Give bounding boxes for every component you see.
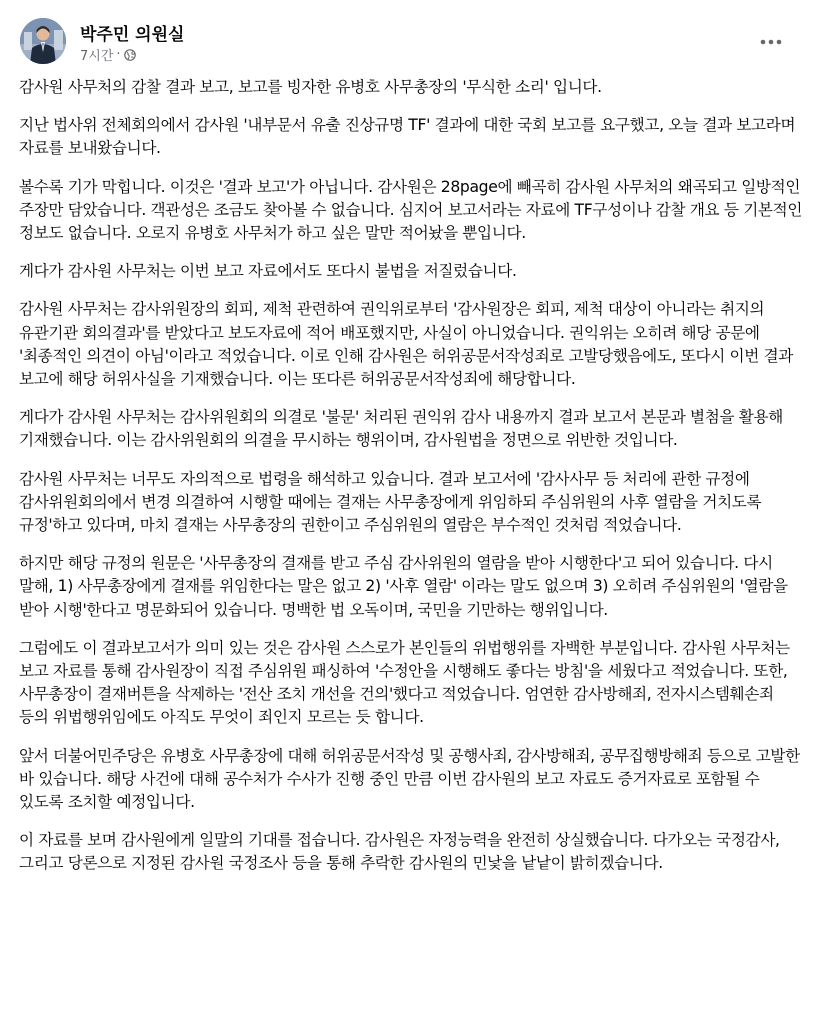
- post-paragraph: 볼수록 기가 막힙니다. 이것은 '결과 보고'가 아닙니다. 감사원은 28page에 빼곡히 감사원 사무처의 왜곡되고 일방적인 주장만 담았습니다. 객관성은 조금도 찾아볼 수 없습니다. 심지어 보고서라는 자료에 TF구성이나 감찰 개요 등 기본적인 정보도 없습니다. 오로지 유병호 사무처가 하고 싶은 말만 적어놨을 뿐입니다.: [19, 177, 803, 243]
- post-header: [20, 16, 799, 66]
- post-paragraph: 그럼에도 이 결과보고서가 의미 있는 것은 감사원 스스로가 본인들의 위법행위를 자백한 부분입니다. 감사원 사무처는 보고 자료를 통해 감사원장이 직접 주심위원 패싱하여 '수정안을 시행해도 좋다는 방침'을 세웠다고 적었습니다. 또한, 사무총장이 결재버튼을 삭제하는 '전산 조치 개선을 건의'했다고 적었습니다. 엄연한 감사방해죄, 전자시스템훼손죄 등의 위법행위임에도 아직도 무엇이 죄인지 모르는 듯 합니다.: [19, 638, 790, 727]
- post-body: [19, 76, 804, 891]
- post-paragraph: 하지만 해당 규정의 원문은 '사무총장의 결재를 받고 주심 감사위원의 열람을 받아 시행한다'고 되어 있습니다. 다시 말해, 1) 사무총장에게 결재를 위임한다는 말은 없고 2) '사후 열람' 이라는 말도 없으며 3) 오히려 주심위원의 '열람을 받아 시행'한다고 명문화되어 있습니다. 명백한 법 오독이며, 국민을 기만하는 행위입니다.: [19, 554, 788, 619]
- globe-icon[interactable]: [124, 49, 136, 61]
- post-paragraph: 게다가 감사원 사무처는 감사위원회의 의결로 '불문' 처리된 권익위 감사 내용까지 결과 보고서 본문과 별첨을 활용해 기재했습니다. 이는 감사위원회의 의결을 무시하는 행위이며, 감사원법을 정면으로 위반한 것입니다.: [19, 408, 783, 450]
- post-timestamp[interactable]: 7시간: [80, 49, 114, 64]
- more-options-icon: [760, 39, 782, 45]
- profile-photo: [20, 18, 66, 64]
- more-options-button[interactable]: [753, 24, 789, 60]
- post-paragraph: 감사원 사무처의 감찰 결과 보고, 보고를 빙자한 유병호 사무총장의 '무식한 소리' 입니다.: [19, 78, 602, 96]
- post-paragraph: 게다가 감사원 사무처는 이번 보고 자료에서도 또다시 불법을 저질렀습니다.: [19, 262, 517, 281]
- author-name[interactable]: 박주민 의원실: [80, 25, 185, 45]
- meta-separator: ·: [116, 47, 121, 62]
- post-paragraph: 감사원 사무처는 감사위원장의 회피, 제척 관련하여 권익위로부터 '감사원장은 회피, 제척 대상이 아니라는 취지의 유관기관 회의결과'를 받았다고 보도자료에 적어 배포했지만, 사실이 아니었습니다. 권익위는 오히려 해당 공문에 '최종적인 의견이 아님'이라고 적었습니다. 이로 인해 감사원은 허위공문서작성죄로 고발당했음에도, 또다시 이번 결과 보고에 해당 허위사실을 기재했습니다. 이는 또다른 허위공문서작성죄에 해당합니다.: [19, 300, 794, 389]
- post-meta: [80, 45, 136, 64]
- profile-avatar[interactable]: [20, 18, 66, 64]
- post-paragraph: 지난 법사위 전체회의에서 감사원 '내부문서 유출 진상규명 TF' 결과에 대한 국회 보고를 요구했고, 오늘 결과 보고라며 자료를 보내왔습니다.: [19, 116, 796, 158]
- post-paragraph: 앞서 더불어민주당은 유병호 사무총장에 대해 허위공문서작성 및 공행사죄, 감사방해죄, 공무집행방해죄 등으로 고발한 바 있습니다. 해당 사건에 대해 공수처가 수사가 진행 중인 만큼 이번 감사원의 보고 자료도 증거자료로 포함될 수 있도록 조치할 예정입니다.: [19, 746, 800, 812]
- post-paragraph: 이 자료를 보며 감사원에게 일말의 기대를 접습니다. 감사원은 자정능력을 완전히 상실했습니다. 다가오는 국정감사, 그리고 당론으로 지정된 감사원 국정조사 등을 통해 추락한 감사원의 민낯을 낱낱이 밝히겠습니다.: [19, 831, 780, 873]
- post-paragraph: 감사원 사무처는 너무도 자의적으로 법령을 해석하고 있습니다. 결과 보고서에 '감사사무 등 처리에 관한 규정에 감사위원회의에서 변경 의결하여 시행할 때에는 결재는 사무총장에게 위임하되 주심위원의 사후 열람을 거치도록 규정'하고 있다며, 마치 결재는 사무총장의 권한이고 주심위원의 열람은 부수적인 것처럼 적었습니다.: [19, 469, 762, 535]
